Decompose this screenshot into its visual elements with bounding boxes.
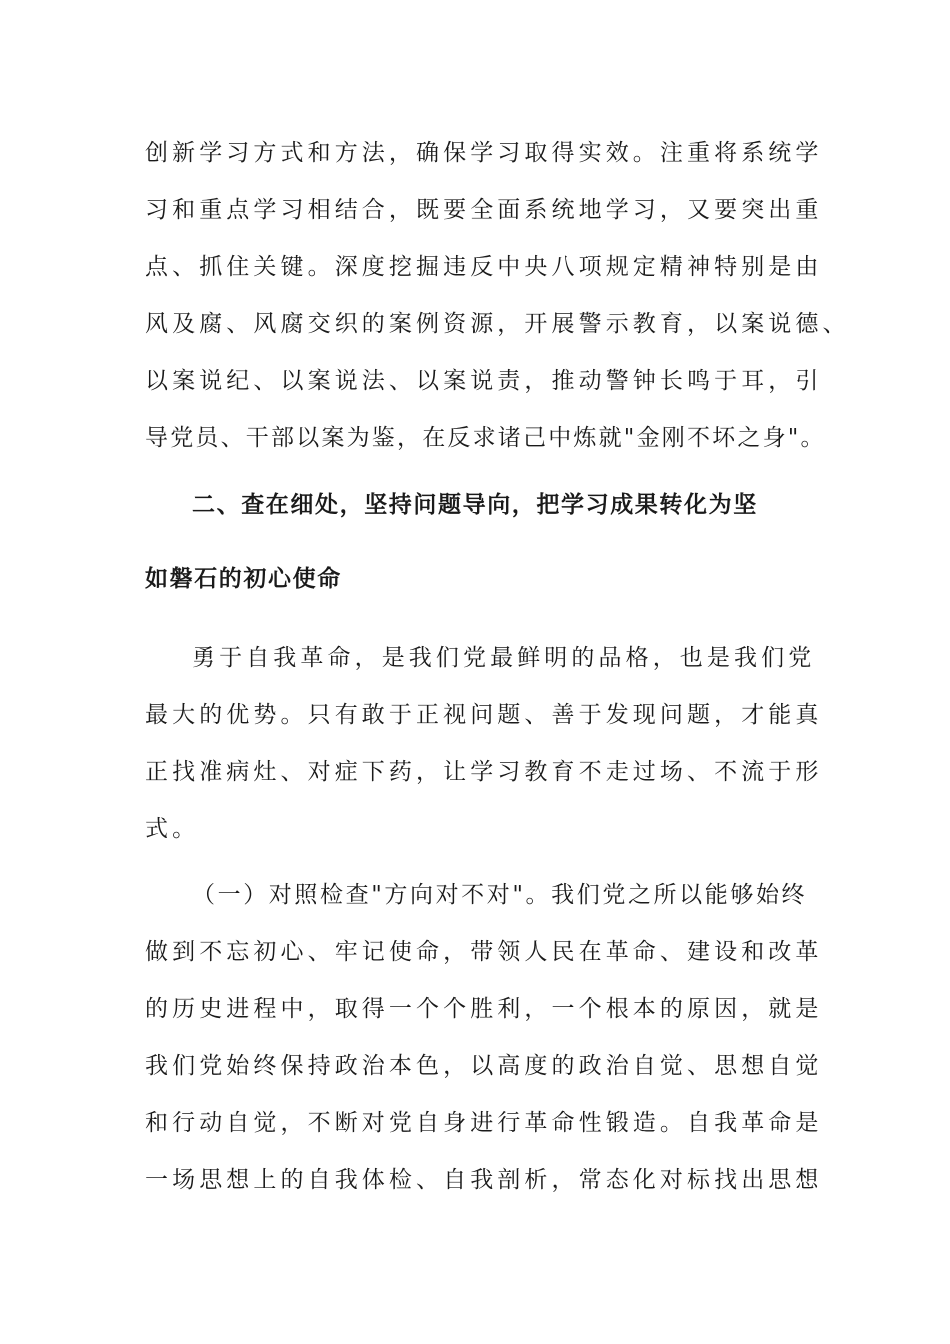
paragraph-2-line-3: 正找准病灶、对症下药，让学习教育不走过场、不流于形 [145, 759, 823, 785]
paragraph-1-line-4: 风及腐、风腐交织的案例资源，开展警示教育，以案说德、 [145, 311, 850, 337]
paragraph-1-line-2: 习和重点学习相结合，既要全面系统地学习，又要突出重 [145, 197, 823, 223]
paragraph-2-line-4: 式。 [145, 816, 200, 842]
paragraph-3-line-1: （一）对照检查"方向对不对"。我们党之所以能够始终 [192, 882, 808, 908]
paragraph-1-line-5: 以案说纪、以案说法、以案说责，推动警钟长鸣于耳，引 [145, 368, 823, 394]
paragraph-2-line-1: 勇于自我革命，是我们党最鲜明的品格，也是我们党 [192, 645, 816, 671]
paragraph-3-line-6: 一场思想上的自我体检、自我剖析，常态化对标找出思想 [145, 1167, 823, 1193]
paragraph-3-line-5: 和行动自觉，不断对党自身进行革命性锻造。自我革命是 [145, 1110, 823, 1136]
paragraph-3-line-2: 做到不忘初心、牢记使命，带领人民在革命、建设和改革 [145, 939, 823, 965]
paragraph-1-line-6: 导党员、干部以案为鉴，在反求诸己中炼就"金刚不坏之身"。 [145, 425, 826, 451]
section-heading-line-1: 二、查在细处，坚持问题导向，把学习成果转化为坚 [192, 492, 758, 518]
paragraph-3-line-4: 我们党始终保持政治本色，以高度的政治自觉、思想自觉 [145, 1053, 823, 1079]
paragraph-1-line-1: 创新学习方式和方法，确保学习取得实效。注重将系统学 [145, 140, 823, 166]
paragraph-3-line-3: 的历史进程中，取得一个个胜利，一个根本的原因，就是 [145, 996, 823, 1022]
section-heading-line-2: 如磐石的初心使命 [145, 566, 342, 592]
paragraph-1-line-3: 点、抓住关键。深度挖掘违反中央八项规定精神特别是由 [145, 254, 823, 280]
paragraph-2-line-2: 最大的优势。只有敢于正视问题、善于发现问题，才能真 [145, 702, 823, 728]
